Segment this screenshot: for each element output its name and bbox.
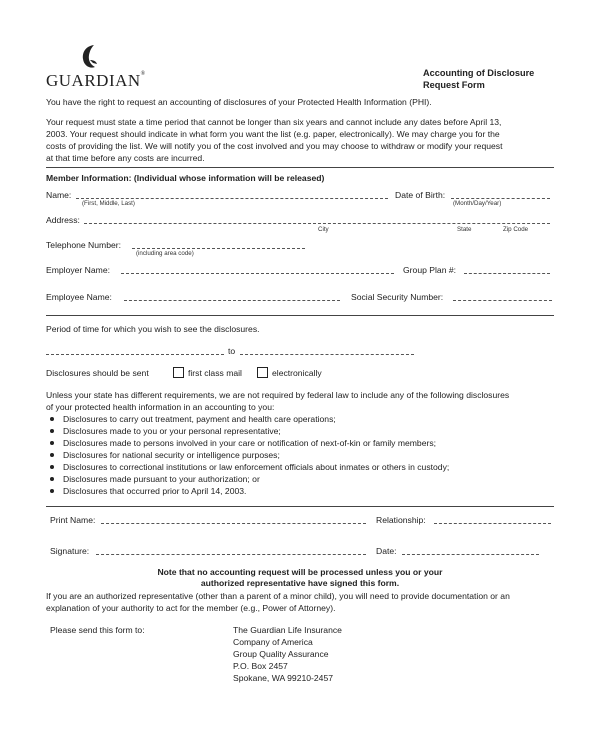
form-title-line1: Accounting of Disclosure xyxy=(423,68,535,78)
dob-label: Date of Birth: xyxy=(395,190,446,200)
employer-name-field[interactable] xyxy=(121,273,394,274)
period-end-field[interactable] xyxy=(240,354,414,355)
mailing-label: Please send this form to: xyxy=(50,625,145,635)
brand-wordmark xyxy=(46,71,146,91)
dob-hint: (Month/Day/Year) xyxy=(453,200,502,207)
guardian-logo-icon xyxy=(80,42,100,72)
exception-item: Disclosures made to you or your personal representative; xyxy=(63,426,281,436)
employer-name-label: Employer Name: xyxy=(46,265,110,275)
form-title-line2: Request Form xyxy=(423,80,485,90)
date-label: Date: xyxy=(376,546,397,556)
exception-item: Disclosures for national security or intelligence purposes; xyxy=(63,450,280,460)
employee-name-label: Employee Name: xyxy=(46,292,112,302)
name-field[interactable] xyxy=(76,198,388,199)
city-hint: City xyxy=(318,226,329,233)
signature-label: Signature: xyxy=(50,546,90,556)
note-bold-line-1: Note that no accounting request will be processed unless you or your xyxy=(157,567,443,577)
exceptions-intro-line-2: of your protected health information in an accounting to you: xyxy=(46,402,275,412)
mailing-address-line: Company of America xyxy=(233,637,313,647)
period-label: Period of time for which you wish to see the disclosures. xyxy=(46,324,260,334)
relationship-label: Relationship: xyxy=(376,515,426,525)
name-label: Name: xyxy=(46,190,72,200)
delivery-label: Disclosures should be sent xyxy=(46,368,149,378)
dob-field[interactable] xyxy=(451,198,550,199)
group-plan-field[interactable] xyxy=(464,273,550,274)
telephone-field[interactable] xyxy=(132,248,305,249)
note-line-2: explanation of your authority to act for the member (e.g., Power of Attorney). xyxy=(46,603,336,613)
mailing-address-line: P.O. Box 2457 xyxy=(233,661,288,671)
state-hint: State xyxy=(457,226,472,233)
mailing-address-line: The Guardian Life Insurance xyxy=(233,625,342,635)
zip-hint: Zip Code xyxy=(503,226,529,233)
bullet-icon xyxy=(50,453,54,457)
address-label: Address: xyxy=(46,215,80,225)
note-bold-line-2: authorized representative have signed this form. xyxy=(200,578,400,588)
signature-field[interactable] xyxy=(96,554,366,555)
first-class-mail-label: first class mail xyxy=(188,368,242,378)
exception-item: Disclosures made to persons involved in your care or notification of next-of-kin or family members; xyxy=(63,438,437,448)
exception-item: Disclosures to carry out treatment, payment and health care operations; xyxy=(63,414,336,424)
bullet-icon xyxy=(50,441,54,445)
mailing-address-line: Group Quality Assurance xyxy=(233,649,329,659)
intro-p2-line-2: 2003. Your request should indicate in what form you want the list (e.g. paper, electronically). We may charge you for the xyxy=(46,129,500,139)
intro-p2-line-4: at that time before any costs are incurred. xyxy=(46,153,205,163)
print-name-field[interactable] xyxy=(101,523,366,524)
period-start-field[interactable] xyxy=(46,354,224,355)
employee-name-field[interactable] xyxy=(124,300,340,301)
telephone-hint: (including area code) xyxy=(136,250,194,257)
bullet-icon xyxy=(50,477,54,481)
name-hint: (First, Middle, Last) xyxy=(82,200,135,207)
intro-p2-line-1: Your request must state a time period that cannot be longer than six years and cannot include any dates before April 13, xyxy=(46,117,502,127)
date-field[interactable] xyxy=(402,554,539,555)
exception-item: Disclosures that occurred prior to April 14, 2003. xyxy=(63,486,247,496)
period-to-label: to xyxy=(228,346,236,356)
electronically-label: electronically xyxy=(272,368,322,378)
section-divider xyxy=(46,167,554,168)
member-section-heading: Member Information: (Individual whose information will be released) xyxy=(46,173,325,183)
bullet-icon xyxy=(50,429,54,433)
brand-trademark: ® xyxy=(140,71,146,77)
brand-name: GUARDIAN xyxy=(46,71,141,90)
relationship-field[interactable] xyxy=(434,523,551,524)
mailing-address-line: Spokane, WA 99210-2457 xyxy=(233,673,334,683)
exception-item: Disclosures made pursuant to your authorization; or xyxy=(63,474,260,484)
intro-paragraph-1: You have the right to request an accounting of disclosures of your Protected Health Information (PHI). xyxy=(46,97,432,107)
electronically-checkbox[interactable] xyxy=(257,367,268,378)
section-divider xyxy=(46,315,554,316)
section-divider xyxy=(46,506,554,507)
ssn-field[interactable] xyxy=(453,300,552,301)
intro-p2-line-3: costs of providing the list. We will notify you of the cost involved and you may choose to withdraw or modify your request xyxy=(46,141,503,151)
exception-item: Disclosures to correctional institutions or law enforcement officials about inmates or others in custody; xyxy=(63,462,450,472)
ssn-label: Social Security Number: xyxy=(351,292,444,302)
note-line-1: If you are an authorized representative (other than a parent of a minor child), you will need to provide documentation or an xyxy=(46,591,510,601)
telephone-label: Telephone Number: xyxy=(46,240,122,250)
bullet-icon xyxy=(50,417,54,421)
print-name-label: Print Name: xyxy=(50,515,96,525)
address-field[interactable] xyxy=(84,223,550,224)
bullet-icon xyxy=(50,465,54,469)
bullet-icon xyxy=(50,489,54,493)
exceptions-intro-line-1: Unless your state has different requirements, we are not required by federal law to include any of the following disclosures xyxy=(46,390,510,400)
first-class-mail-checkbox[interactable] xyxy=(173,367,184,378)
group-plan-label: Group Plan #: xyxy=(403,265,457,275)
